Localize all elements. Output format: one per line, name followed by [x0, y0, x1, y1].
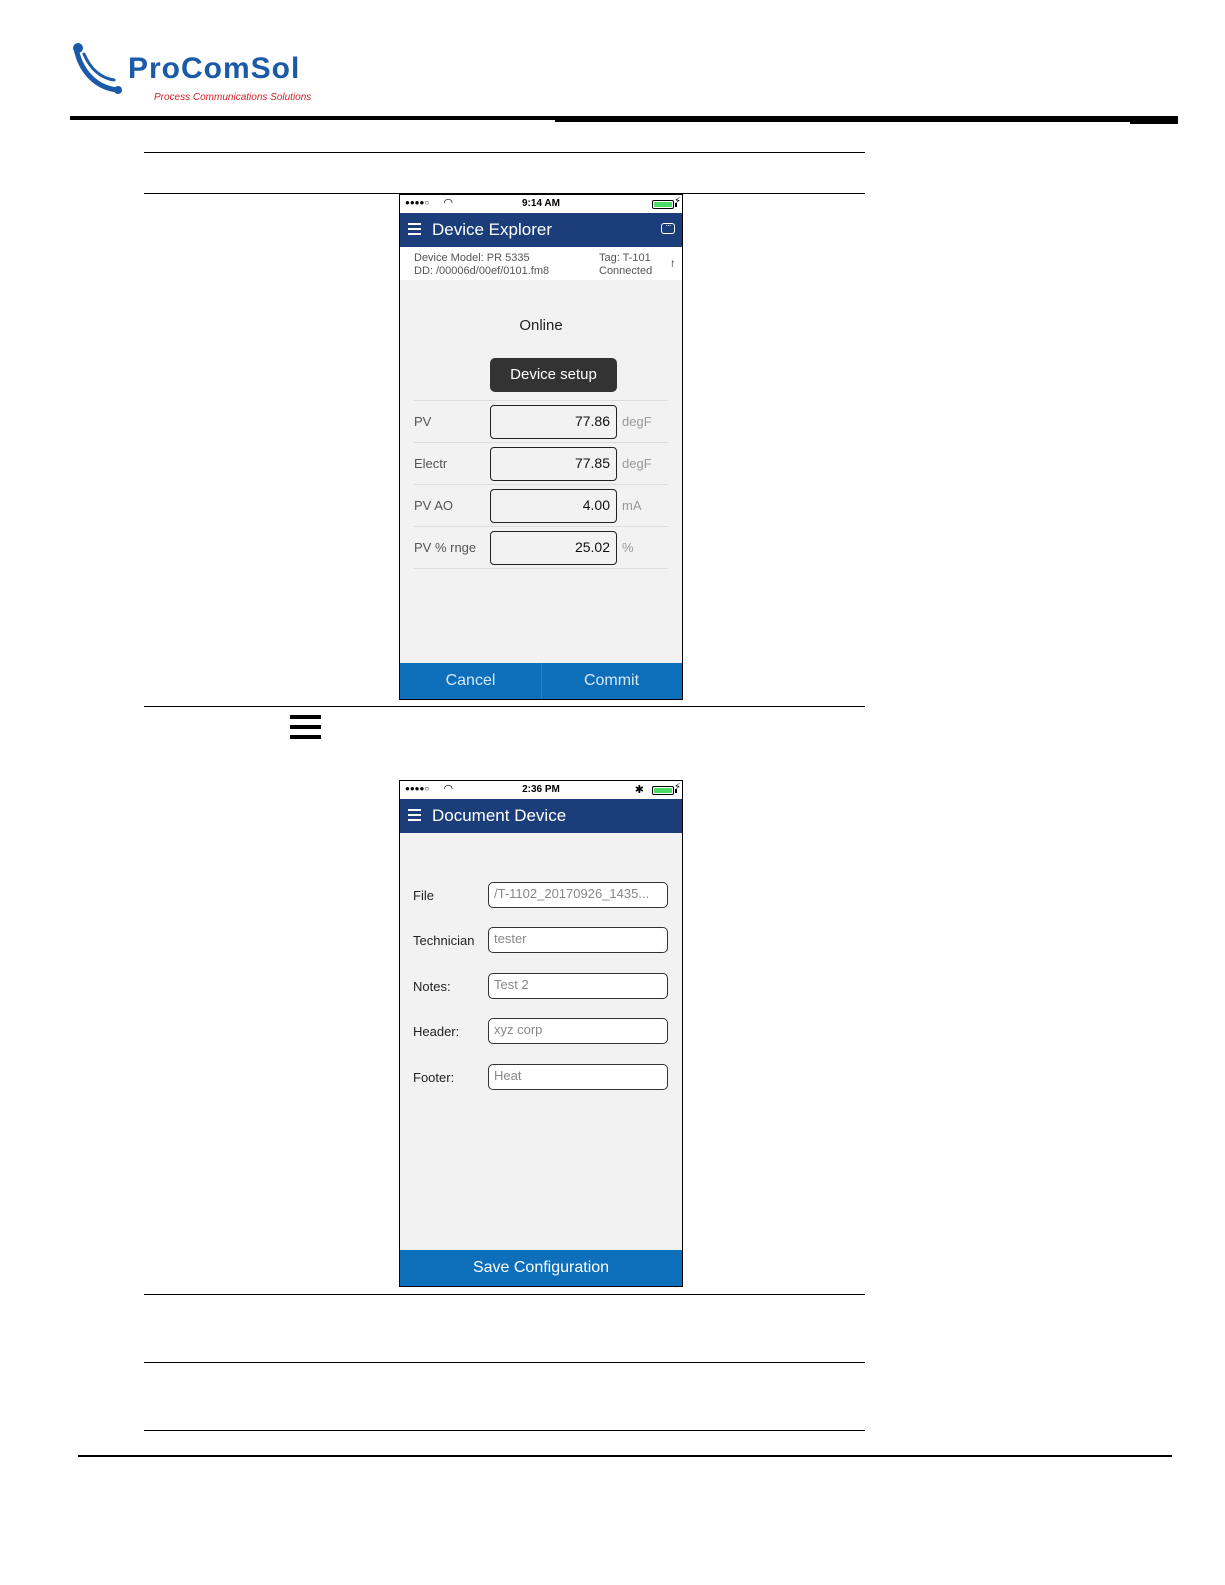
device-tag: Tag: T-101	[599, 252, 651, 264]
table-rule	[144, 706, 865, 707]
variable-row	[414, 442, 668, 484]
table-rule	[144, 152, 865, 153]
variable-label: PV	[414, 414, 432, 429]
field-label: Technician	[413, 933, 475, 948]
variable-unit: degF	[622, 414, 652, 429]
commit-button[interactable]: Commit	[583, 672, 640, 689]
save-configuration-button[interactable]: Save Configuration	[400, 1250, 682, 1286]
status-bar	[400, 781, 682, 799]
logo-swoosh-icon	[70, 40, 130, 100]
navbar	[400, 799, 682, 833]
header-field[interactable]: xyz corp	[488, 1018, 668, 1044]
connection-status: Connected	[599, 265, 653, 277]
wifi-icon: ◠	[444, 197, 453, 209]
variable-value-field[interactable]: 25.02	[490, 531, 617, 565]
device-dd: DD: /00006d/00ef/0101.fm8	[414, 265, 550, 277]
file-field[interactable]: /T-1102_20170926_1435...	[488, 882, 668, 908]
footer-rule	[78, 1455, 1172, 1457]
menu-icon[interactable]	[408, 223, 421, 235]
form-row-technician	[413, 927, 671, 953]
field-label: Header:	[413, 1024, 460, 1039]
wifi-icon: ◠	[444, 783, 453, 795]
status-time: 9:14 AM	[522, 198, 560, 209]
variable-label: PV AO	[414, 498, 454, 513]
header-rule-end	[1130, 119, 1178, 124]
variable-label: Electr	[414, 456, 448, 471]
cancel-button[interactable]: Cancel	[445, 672, 496, 689]
status-time: 2:36 PM	[522, 784, 560, 795]
field-label: Notes:	[413, 979, 451, 994]
variable-unit: mA	[622, 498, 642, 513]
device-setup-button[interactable]: Device setup	[490, 358, 617, 392]
table-rule	[144, 1294, 865, 1295]
variable-value-field[interactable]: 77.86	[490, 405, 617, 439]
variable-unit: degF	[622, 456, 652, 471]
charging-icon: ⚡	[673, 196, 681, 207]
table-rule	[144, 1430, 865, 1431]
signal-icon: ●●●●○	[405, 198, 430, 207]
variable-value-field[interactable]: 4.00	[490, 489, 617, 523]
procomsol-logo	[70, 40, 370, 110]
variable-row	[414, 526, 668, 569]
battery-icon	[652, 200, 674, 209]
charging-icon: ⚡	[673, 782, 681, 793]
field-label: File	[413, 888, 434, 903]
device-info-bar	[400, 247, 682, 280]
variable-row	[414, 400, 668, 442]
brand-tagline: Process Communications Solutions	[154, 92, 312, 103]
header-rule-tail	[555, 119, 1133, 122]
form-row-header	[413, 1018, 671, 1044]
field-label: Footer:	[413, 1070, 455, 1085]
brand-name: ProComSol	[128, 52, 301, 85]
device-explorer-screen	[399, 194, 683, 700]
variable-value-field[interactable]: 77.85	[490, 447, 617, 481]
online-label: Online	[519, 317, 563, 334]
variable-unit: %	[622, 540, 634, 555]
action-bar	[400, 663, 682, 699]
notes-field[interactable]: Test 2	[488, 973, 668, 999]
footer-field[interactable]: Heat	[488, 1064, 668, 1090]
device-model: Device Model: PR 5335	[414, 252, 530, 264]
menu-icon[interactable]	[408, 809, 421, 821]
page-title: Device Explorer	[432, 220, 552, 239]
message-icon[interactable]: ···	[661, 223, 675, 234]
hamburger-icon	[290, 715, 321, 739]
form-row-footer	[413, 1064, 671, 1090]
document-device-screen	[399, 780, 683, 1287]
variable-label: PV % rnge	[414, 540, 477, 555]
table-rule	[144, 1362, 865, 1363]
battery-icon	[652, 786, 674, 795]
bluetooth-icon: ✱	[634, 784, 644, 796]
technician-field[interactable]: tester	[488, 927, 668, 953]
plug-icon: ↾	[668, 259, 676, 269]
form-row-notes	[413, 973, 671, 999]
variable-row	[414, 484, 668, 526]
form-row-file	[413, 882, 671, 908]
navbar	[400, 213, 682, 247]
status-bar	[400, 195, 682, 213]
page-title: Document Device	[432, 806, 567, 825]
signal-icon: ●●●●○	[405, 784, 430, 793]
